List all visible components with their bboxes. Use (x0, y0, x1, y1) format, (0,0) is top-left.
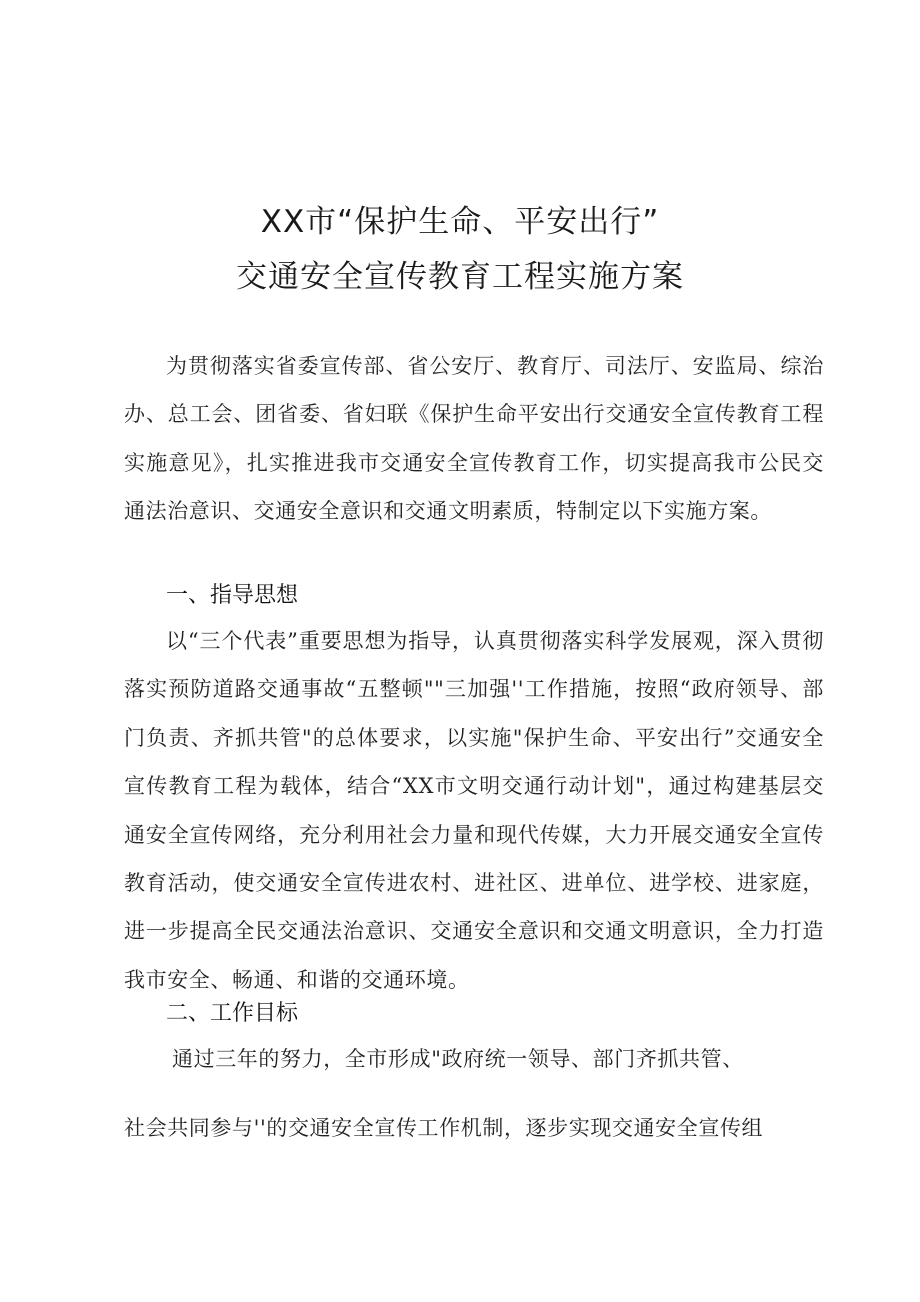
section2-paragraph-line2: 社会共同参与''的交通安全宣传工作机制，逐步实现交通安全宣传组 (124, 1116, 764, 1140)
section2-heading: 二、工作目标 (166, 1001, 299, 1026)
document-title-line1: XX市“保护生命、平安出行” (260, 204, 660, 240)
section1-paragraph: 以“三个代表”重要思想为指导，认真贯彻落实科学发展观，深入贯彻落实预防道路交通事故“五整顿""三加强''工作措施，按照“政府领导、部门负责、齐抓共管"的总体要求，以实施"保护生命、平安出行”交通安全宣传教育工程为载体，结合“XX市文明交通行动计划"，通过构建基层交通安全宣传网络，充分利用社会力量和现代传媒，大力开展交通安全宣传教育活动，使交通安全宣传进农村、进社区、进单位、进学校、进家庭，进一步提高全民交通法治意识、交通安全意识和交通文明意识，全力打造我市安全、畅通、和谐的交通环境。 (124, 629, 824, 992)
section1-heading: 一、指导思想 (166, 583, 299, 608)
section2-paragraph-line1: 通过三年的努力，全市形成"政府统一领导、部门齐抓共管、 (172, 1047, 744, 1071)
intro-paragraph: 为贯彻落实省委宣传部、省公安厅、教育厅、司法厅、安监局、综治办、总工会、团省委、省妇联《保护生命平安出行交通安全宣传教育工程实施意见》，扎实推进我市交通安全宣传教育工作，切实提高我市公民交通法治意识、交通安全意识和交通文明素质，特制定以下实施方案。 (124, 354, 824, 524)
document-title-line2: 交通安全宣传教育工程实施方案 (236, 259, 684, 295)
